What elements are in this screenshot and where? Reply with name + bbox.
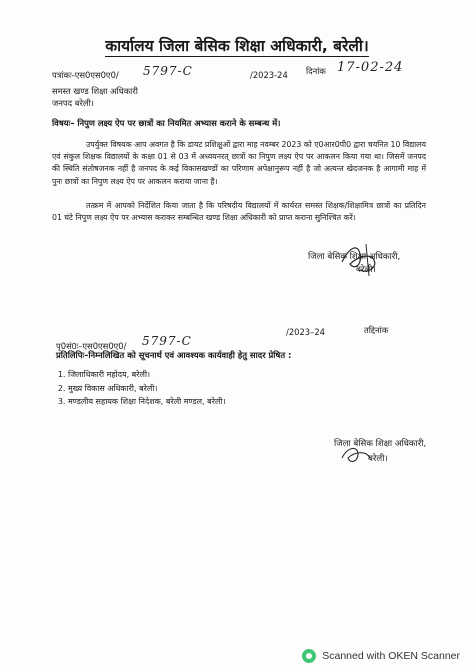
addressee-line2: जनपद बरेली। (52, 98, 94, 108)
scanner-text: Scanned with OKEN Scanner (322, 650, 460, 662)
copy-signature-place: बरेली। (368, 454, 388, 464)
scanner-logo-icon (302, 649, 316, 663)
list-item: 2. मुख्य विकास अधिकारी, बरेली। (68, 382, 226, 396)
letter-date-value: 17-02-24 (337, 60, 404, 75)
copy-signature-designation: जिला बेसिक शिक्षा अधिकारी, (334, 439, 427, 449)
signature-designation: जिला बेसिक शिक्षा अधिकारी, (308, 252, 401, 262)
letter-ref-prefix: पत्रांकः-एस0एस0ए0/ (52, 70, 119, 80)
copy-ref-prefix: पृ0सं0ः–एस0एस0ए0/ (56, 341, 127, 351)
body-paragraph-1: उपर्युक्त विषयक आप अवगत है कि डायट प्रशिक्षुओं द्वारा माह नवम्बर 2023 को ए0आर0पी0 द्वारा चयनित 10 विद्यालय एवं संकुल शिक्षक विद्यालयों के कक्षा 01 से 03 में अध्ययनरत् छात्रों का निपुण लक्ष्य ऐप पर आकलन किया गया था। जिसमें जनपद की स्थिति संतोषजनक नहीं है जनपद के कई विकासखण्डों का परिणाम अपेक्षानुरूप नहीं है जो अत्यन्त खेदजनक है आगामी माह में पुनः छात्रों का निपुण लक्ष्य ऐप पर आकलन कराया जाना है। (52, 140, 426, 186)
copy-ref-year: /2023–24 (286, 327, 325, 337)
copy-heading: प्रतिलिपिः–निम्नलिखित को सूचनार्थ एवं आवश्यक कार्यवाही हेतु सादर प्रेषित : (56, 350, 292, 360)
copy-ref-number: 5797-C (142, 334, 192, 348)
letter-date-label: दिनांक (306, 66, 326, 76)
scanner-watermark (302, 649, 460, 663)
letter-ref-number: 5797-C (143, 64, 193, 78)
office-title: कार्यालय जिला बेसिक शिक्षा अधिकारी, बरेली। (105, 37, 369, 55)
copy-date-text: तद्दिनांक (364, 325, 389, 335)
signature-place: बरेली। (356, 265, 376, 275)
body-paragraph-2: तत्क्रम में आपको निर्देशित किया जाता है कि परिषदीय विद्यालयों में कार्यरत समस्त शिक्षक/शिक्षामित्र छात्रों का प्रतिदिन 01 घंटे निपुण लक्ष्य ऐप पर अभ्यास कराकर सम्बन्धित खण्ड शिक्षा अधिकारी को प्राप्त कराना सुनिश्चित करें। (52, 201, 426, 223)
addressee-line1: समस्त खण्ड शिक्षा अधिकारी (52, 86, 138, 96)
copy-recipient-list (52, 368, 226, 409)
list-item: 3. मण्डलीय सहायक शिक्षा निदेशक, बरेली मण्डल, बरेली। (68, 395, 226, 409)
subject-line: विषयः– निपुण लक्ष्य ऐप पर छात्रों का नियमित अभ्यास कराने के सम्बन्ध में। (52, 118, 281, 128)
list-item: 1. जिलाधिकारी महोदय, बरेली। (68, 368, 226, 382)
letter-ref-year: /2023-24 (250, 70, 288, 80)
